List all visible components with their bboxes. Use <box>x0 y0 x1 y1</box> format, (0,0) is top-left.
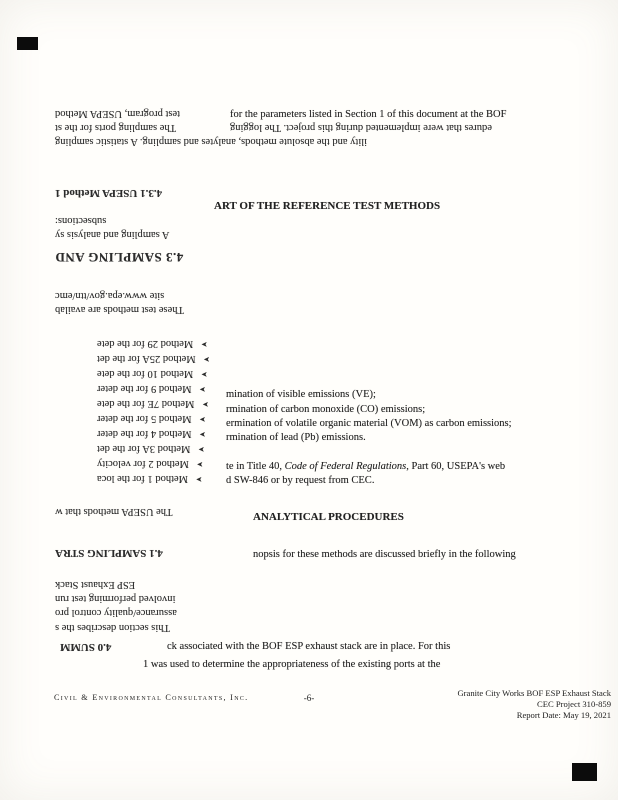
method-list-item <box>97 337 208 350</box>
list-bullet-icon: ➤ <box>195 475 203 484</box>
list-bullet-icon: ➤ <box>203 355 210 364</box>
flipped-text-line: involved performing test run <box>55 593 176 604</box>
method-item-text: Method 4 for the deter <box>97 428 192 439</box>
cfr-suffix: , Part 60, USEPA's web <box>406 461 506 472</box>
flipped-text-line: The USEPA methods that w <box>55 506 173 517</box>
method-list-item <box>97 397 209 410</box>
scan-corner-mark-bottom-right <box>572 763 597 781</box>
method-list-item <box>97 367 208 380</box>
list-bullet-icon: ➤ <box>201 370 208 379</box>
footer-report-date: Report Date: May 19, 2021 <box>516 710 611 720</box>
method-list-item <box>97 442 205 455</box>
method-continuation-pb: rmination of lead (Pb) emissions. <box>226 432 366 443</box>
method-continuation-vom: ermination of volatile organic material (VOM) as carbon emissions; <box>226 418 512 429</box>
method-item-text: Method 7E for the dete <box>97 398 195 409</box>
footer-page-number: -6- <box>303 693 315 703</box>
footer-report-info <box>457 688 611 721</box>
body-text-fragment: 1 was used to determine the appropriateness of the existing ports at the <box>143 659 441 670</box>
method-item-text: Method 9 for the deter <box>97 383 192 394</box>
body-text-fragment: nopsis for these methods are discussed briefly in the following <box>253 549 516 560</box>
method-list-item <box>97 472 202 485</box>
list-bullet-icon: ➤ <box>199 385 206 394</box>
flipped-text-line: This section describes the s <box>55 622 170 633</box>
list-bullet-icon: ➤ <box>199 415 206 424</box>
flipped-section-heading-4-0: 4.0 SUMM <box>60 641 112 653</box>
list-bullet-icon: ➤ <box>196 460 204 469</box>
method-continuation-ve: mination of visible emissions (VE); <box>226 389 376 400</box>
footer-project-title: Granite City Works BOF ESP Exhaust Stack <box>457 688 611 698</box>
method-list-item <box>97 427 206 440</box>
method-list-item <box>97 382 206 395</box>
analytical-procedures-heading: ANALYTICAL PROCEDURES <box>253 511 404 523</box>
body-text-fragment: for the parameters listed in Section 1 of this document at the BOF <box>230 109 507 120</box>
cfr-prefix: te in Title 40, <box>226 461 285 472</box>
method-item-text: Method 10 for the dete <box>97 368 194 379</box>
flipped-section-heading-4-3: 4.3 SAMPLING AND <box>55 250 184 265</box>
flipped-text-line: edures that were implemented during this project. The logging <box>230 122 492 133</box>
method-item-text: Method 5 for the deter <box>97 413 192 424</box>
reference-methods-heading: ART OF THE REFERENCE TEST METHODS <box>214 200 441 212</box>
flipped-text-line: subsections: <box>55 215 107 226</box>
method-item-text: Method 29 for the dete <box>97 338 194 349</box>
list-bullet-icon: ➤ <box>198 445 205 454</box>
cfr-title-italic: Code of Federal Regulations <box>284 461 407 472</box>
list-bullet-icon: ➤ <box>201 340 208 349</box>
method-item-text: Method 2 for velocity <box>97 458 189 469</box>
method-list-item <box>97 352 210 365</box>
flipped-text-line: site www.epa.gov/ttn/emc <box>55 290 165 301</box>
flipped-section-heading-4-3-1: 4.3.1 USEPA Method 1 <box>55 187 163 199</box>
flipped-text-line: These test methods are availab <box>55 304 184 315</box>
cfr-citation-line <box>226 460 505 473</box>
method-item-text: Method 3A for the det <box>97 443 191 454</box>
footer-company-name: Civil & Environmental Consultants, Inc. <box>54 693 249 702</box>
sw846-line: d SW-846 or by request from CEC. <box>226 475 375 486</box>
flipped-text-line: assurance/quality control pro <box>55 607 177 618</box>
list-bullet-icon: ➤ <box>199 430 206 439</box>
flipped-text-line: ESP Exhaust Stack <box>55 579 136 590</box>
scan-corner-mark-top-left <box>17 37 38 50</box>
flipped-section-heading-4-1: 4.1 SAMPLING STRA <box>55 547 163 559</box>
flipped-text-line: The sampling ports for the st <box>55 122 177 133</box>
method-list-item <box>97 412 206 425</box>
method-list-item <box>97 457 203 470</box>
flipped-text-line: A sampling and analysis sy <box>55 229 170 240</box>
body-text-fragment: ck associated with the BOF ESP exhaust stack are in place. For this <box>167 641 451 652</box>
method-continuation-co: rmination of carbon monoxide (CO) emissions; <box>226 404 426 415</box>
method-item-text: Method 25A for the det <box>97 353 196 364</box>
flipped-text-line: test program, USEPA Method <box>55 108 181 119</box>
list-bullet-icon: ➤ <box>202 400 209 409</box>
method-item-text: Method 1 for the loca <box>97 473 188 484</box>
footer-project-number: CEC Project 310-859 <box>537 699 611 709</box>
flipped-text-line: ility and the absolute methods, analytes and sampling. A statistic sampling <box>55 136 368 147</box>
